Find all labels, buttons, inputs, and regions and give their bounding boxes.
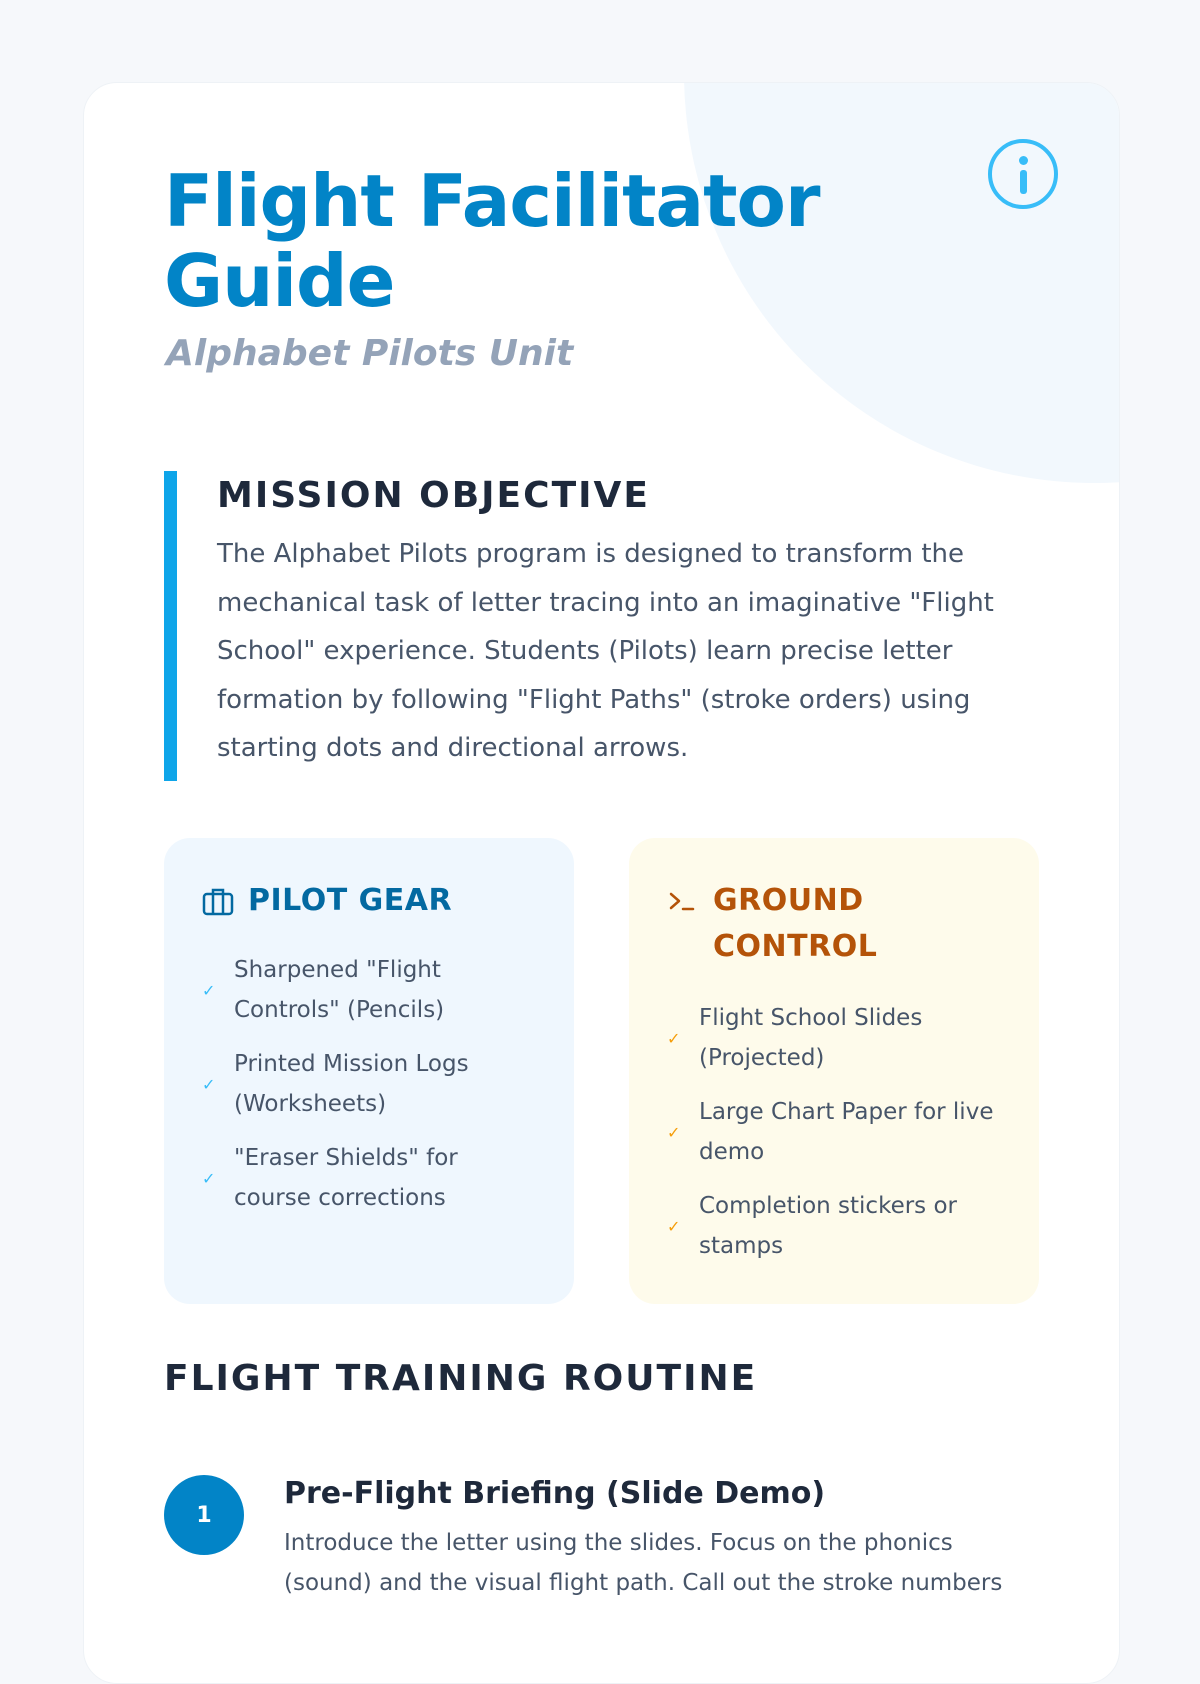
- briefcase-icon: [202, 878, 236, 924]
- check-icon: ✓: [202, 1168, 216, 1188]
- list-item-text: Completion stickers or stamps: [699, 1193, 958, 1259]
- info-icon-bar: [1020, 170, 1027, 194]
- list-item-text: Flight School Slides (Projected): [699, 1005, 923, 1071]
- terminal-icon: [667, 878, 701, 924]
- list-item-text: Sharpened "Flight Controls" (Pencils): [234, 957, 445, 1023]
- list-item-text: Large Chart Paper for live demo: [699, 1099, 994, 1165]
- routine-heading: FLIGHT TRAINING ROUTINE: [164, 1358, 758, 1399]
- page-subtitle: Alphabet Pilots Unit: [166, 333, 574, 374]
- ground-control-header: [667, 878, 953, 970]
- mission-objective-body: The Alphabet Pilots program is designed to transform the mechanical task of letter tracing into an imaginative "Flight School" experience. Students (Pilots) learn precise letter formation by following "Flight Paths" (stroke orders) using starting dots and directional arrows.: [217, 539, 994, 763]
- pilot-gear-header: [202, 878, 508, 924]
- mission-objective-section: [164, 471, 1024, 781]
- ground-control-list: [667, 998, 997, 1280]
- check-icon: ✓: [667, 1028, 681, 1048]
- step-title: Pre-Flight Briefing (Slide Demo): [284, 1476, 826, 1511]
- check-icon: ✓: [202, 1074, 216, 1094]
- list-item: [202, 1044, 522, 1124]
- list-item: [667, 998, 997, 1078]
- guide-card: [83, 82, 1120, 1684]
- check-icon: ✓: [667, 1216, 681, 1236]
- pilot-gear-list: [202, 950, 522, 1232]
- list-item-text: Printed Mission Logs (Worksheets): [234, 1051, 469, 1117]
- ground-control-heading: GROUND CONTROL: [713, 883, 878, 964]
- check-icon: ✓: [202, 980, 216, 1000]
- check-icon: ✓: [667, 1122, 681, 1142]
- info-icon[interactable]: [988, 139, 1058, 209]
- pilot-gear-heading: PILOT GEAR: [248, 883, 453, 918]
- list-item: [202, 1138, 522, 1218]
- list-item: [667, 1092, 997, 1172]
- info-icon-dot: [1019, 156, 1028, 165]
- page-title: Flight Facilitator Guide: [164, 159, 820, 323]
- list-item: [667, 1186, 997, 1266]
- list-item-text: "Eraser Shields" for course corrections: [234, 1145, 458, 1211]
- step-description: Introduce the letter using the slides. Focus on the phonics (sound) and the visual flight path. Call out the stroke numbers: [284, 1530, 1003, 1596]
- pilot-gear-card: [164, 838, 574, 1304]
- step-number-badge: 1: [164, 1475, 244, 1555]
- ground-control-card: [629, 838, 1039, 1304]
- mission-objective-heading: MISSION OBJECTIVE: [217, 475, 650, 516]
- list-item: [202, 950, 522, 1030]
